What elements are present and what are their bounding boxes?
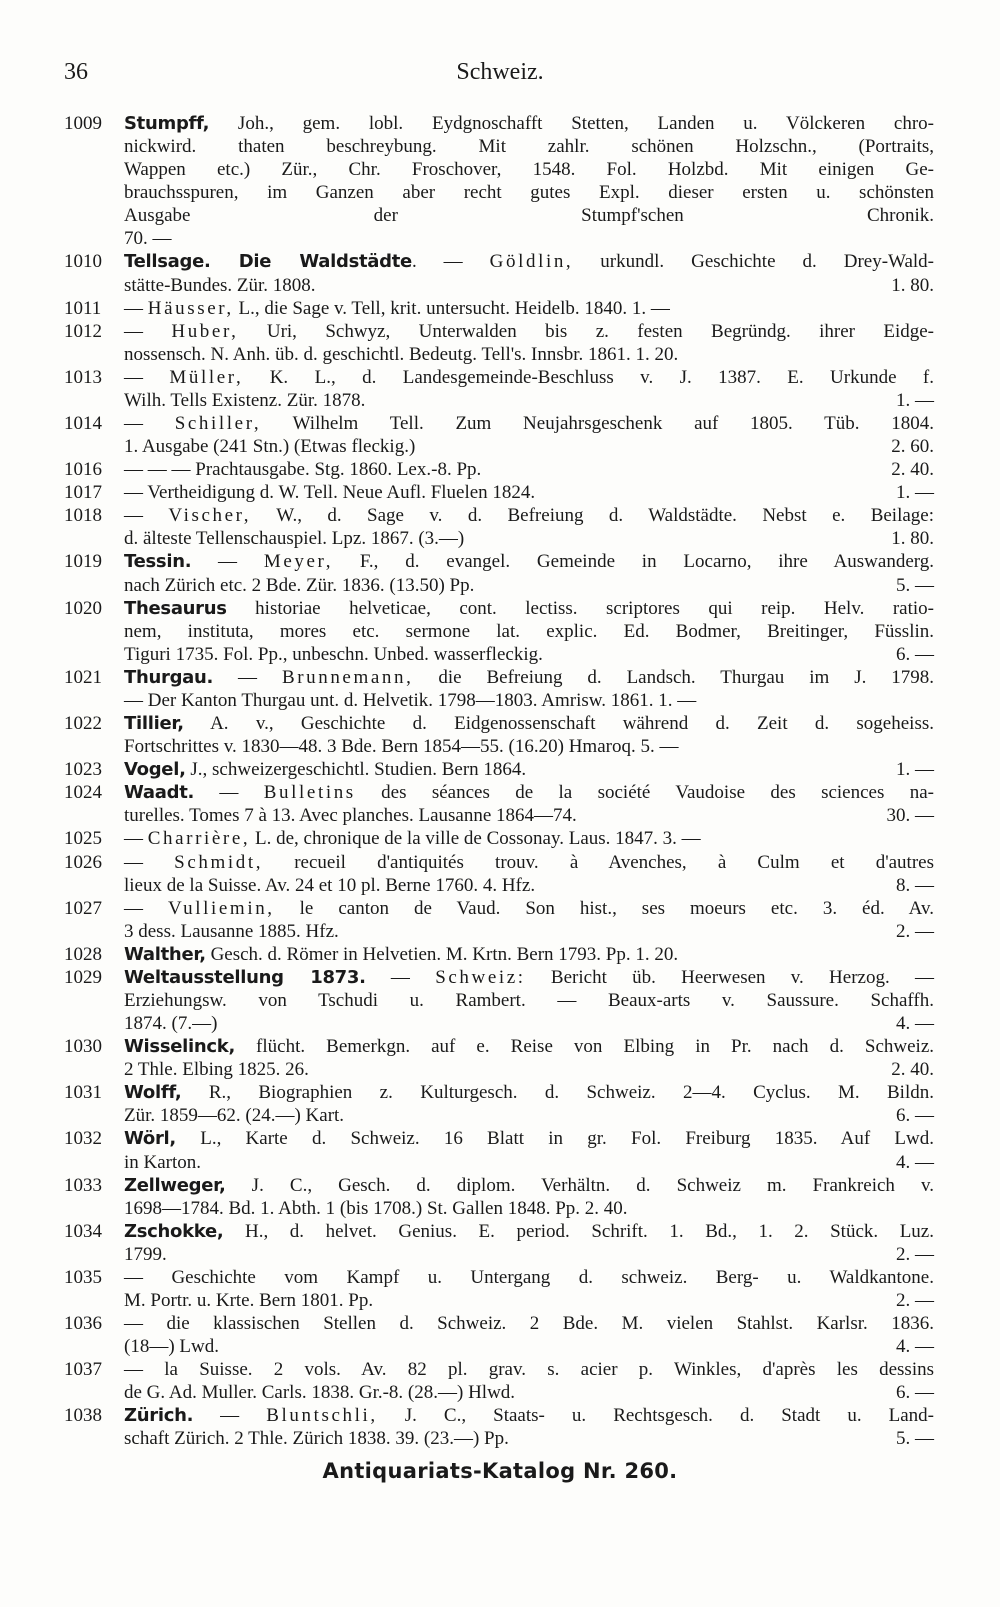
entry-price: 4. — [896, 1336, 934, 1358]
entry-text-run: des séances de la société Vaudoise des sciences na- [355, 782, 934, 804]
entry-text [124, 481, 535, 504]
entry-line [124, 1381, 934, 1404]
entry-text-run: — [365, 966, 436, 988]
entry-text-run: in Karton. [124, 1151, 202, 1173]
entry-keyword: Zürich. [124, 1405, 194, 1427]
entry-text-run: nickwird. thaten beschreybung. Mit zahlr. schönen Holzschn., (Portraits, [124, 136, 934, 158]
catalog-entry [64, 1174, 934, 1220]
entry-line [124, 274, 934, 297]
entry-text-run: L. de, chronique de la ville de Cossonay. Laus. 1847. 3. — [250, 828, 701, 850]
entry-line [124, 1335, 934, 1358]
catalog-entry [64, 1266, 934, 1312]
entry-line [124, 366, 934, 389]
entry-line [124, 1312, 934, 1335]
entry-author: Bluntschli, [266, 1405, 378, 1427]
entry-line [124, 781, 934, 804]
entry-price: 2. — [896, 1243, 934, 1265]
page-number: 36 [64, 59, 88, 85]
entry-price: 1. 80. [891, 528, 934, 550]
entry-keyword: Wisselinck, [124, 1036, 235, 1058]
entry-line [124, 527, 934, 550]
entry-text [124, 1381, 515, 1404]
entry-text-run: Tiguri 1735. Fol. Pp., unbeschn. Unbed. wasserfleckig. [124, 643, 543, 665]
entry-price: 6. — [896, 1105, 934, 1127]
catalog-entry [64, 897, 934, 943]
entry-text [124, 274, 316, 297]
entry-price: 2. 60. [891, 436, 934, 458]
entry-text [124, 643, 543, 666]
entry-text-run: M. Portr. u. Krte. Bern 1801. Pp. [124, 1289, 374, 1311]
entry-text-run: Wappen etc.) Zür., Chr. Froschover, 1548. Fol. Holzbd. Mit einigen Ge- [124, 159, 934, 181]
entry-text-run: nossensch. N. Anh. üb. d. geschichtl. Bedeutg. Tell's. Innsbr. 1861. 1. 20. [124, 343, 679, 365]
entry-line [124, 458, 934, 481]
entry-line [124, 550, 934, 573]
entry-text-run: H., d. helvet. Genius. E. period. Schrift. 1. Bd., 1. 2. Stück. Luz. [223, 1220, 934, 1242]
entry-price: 8. — [896, 874, 934, 896]
entry-number: 1011 [64, 297, 102, 319]
entry-text-run: schaft Zürich. 2 Thle. Zürich 1838. 39. (23.—) Pp. [124, 1428, 509, 1450]
entry-text-run: Fortschrittes v. 1830—48. 3 Bde. Bern 1854—55. (16.20) Hmaroq. 5. — [124, 736, 679, 758]
catalog-entry [64, 666, 934, 712]
entry-text [124, 874, 535, 897]
catalog-entry [64, 320, 934, 366]
entry-keyword: Thesaurus [124, 597, 227, 619]
entry-line [124, 989, 934, 1012]
entry-text [124, 389, 365, 412]
entry-number: 1016 [64, 459, 102, 481]
entry-text-run: — Vertheidigung d. W. Tell. Neue Aufl. Fluelen 1824. [124, 482, 536, 504]
entry-keyword: Wörl, [124, 1128, 176, 1150]
entry-number: 1026 [64, 851, 102, 873]
entry-text-run: Joh., gem. lobl. Eydgnoschafft Stetten, Landen u. Völckeren chro- [209, 113, 934, 134]
entry-text-run: — [124, 413, 175, 435]
entry-text-run: Bericht üb. Heerwesen v. Herzog. — [525, 966, 934, 988]
entry-text-run: — — — Prachtausgabe. Stg. 1860. Lex.-8. Pp. [124, 459, 482, 481]
catalog-entry [64, 1404, 934, 1450]
entry-text-run: K. L., d. Landesgemeinde-Beschluss v. J. 1387. E. Urkunde f. [243, 366, 935, 388]
entry-text-run: d. älteste Tellenschauspiel. Lpz. 1867. (3.—) [124, 528, 465, 550]
entry-line [124, 435, 934, 458]
entry-text-run: F., d. evangel. Gemeinde in Locarno, ihre Auswanderg. [333, 551, 934, 573]
entry-number: 1028 [64, 943, 102, 965]
entry-text [124, 1151, 201, 1174]
entry-author: Müller, [169, 366, 244, 388]
entry-keyword: Tillier, [124, 713, 184, 735]
entry-text [124, 1104, 344, 1127]
entry-author: Schweiz: [435, 966, 526, 988]
entry-line [124, 1012, 934, 1035]
entry-text-run: le canton de Vaud. Son hist., ses moeurs etc. 3. éd. Av. [274, 897, 934, 919]
entry-number: 1027 [64, 897, 102, 919]
entry-price: 4. — [896, 1013, 934, 1035]
entry-line [124, 250, 934, 273]
page-header [64, 52, 936, 92]
entry-author: Huber, [171, 320, 239, 342]
entry-text-run: — [124, 297, 148, 319]
entry-keyword: Vogel, [124, 759, 186, 781]
entry-price: 1. — [896, 389, 934, 411]
entry-text-run: — die klassischen Stellen d. Schweiz. 2 Bde. M. vielen Stahlst. Karlsr. 1836. [124, 1313, 934, 1335]
entry-author: Vischer, [168, 505, 252, 527]
catalog-entry [64, 1081, 934, 1127]
entry-number: 1022 [64, 713, 102, 735]
entry-price: 1. — [896, 759, 934, 781]
entry-line [124, 804, 934, 827]
entry-text-run: J. C., Staats- u. Rechtsgesch. d. Stadt u. Land- [377, 1405, 934, 1427]
entry-text [124, 435, 415, 458]
entry-line [124, 227, 934, 250]
entry-text-run: Wilhelm Tell. Zum Neujahrsgeschenk auf 1805. Tüb. 1804. [261, 413, 935, 435]
entry-text-run: 1698—1784. Bd. 1. Abth. 1 (bis 1708.) St. Gallen 1848. Pp. 2. 40. [124, 1197, 628, 1219]
entry-text-run: — Geschichte vom Kampf u. Untergang d. schweiz. Berg- u. Waldkantone. [124, 1266, 934, 1288]
catalog-footer: Antiquariats-Katalog Nr. 260. [322, 1459, 678, 1483]
entry-line [124, 135, 934, 158]
entry-price: 2. 40. [891, 459, 934, 481]
entry-line [124, 320, 934, 343]
entry-line [124, 297, 934, 320]
entry-number: 1035 [64, 1266, 102, 1288]
catalog-entry [64, 1358, 934, 1404]
entry-line [124, 1289, 934, 1312]
entry-line [124, 343, 934, 366]
entry-author: Häusser, [147, 297, 234, 319]
entry-text-run: urkundl. Geschichte d. Drey-Wald- [573, 251, 934, 273]
entry-keyword: Waadt. [124, 782, 195, 804]
entry-text-run: A. v., Geschichte d. Eidgenossenschaft während d. Zeit d. sogeheiss. [183, 713, 934, 735]
entry-text-run: 1799. [124, 1243, 167, 1265]
entry-text-run: (18—) Lwd. [124, 1336, 219, 1358]
entry-line [124, 1358, 934, 1381]
entry-number: 1009 [64, 113, 102, 134]
entry-text [124, 758, 526, 781]
entry-text [124, 1058, 309, 1081]
entry-text-run: — [194, 782, 264, 804]
catalog-entries [64, 112, 934, 1451]
entry-line [124, 112, 934, 135]
entry-line [124, 1243, 934, 1266]
entry-text-run: die Befreiung d. Landsch. Thurgau im J. 1798. [413, 666, 935, 688]
entry-text-run: J. C., Gesch. d. diplom. Verhältn. d. Schweiz m. Frankreich v. [225, 1174, 934, 1196]
entry-number: 1012 [64, 320, 102, 342]
entry-price: 2. — [896, 1289, 934, 1311]
entry-price: 2. — [896, 920, 934, 942]
entry-text-run: lieux de la Suisse. Av. 24 et 10 pl. Berne 1760. 4. Hfz. [124, 874, 536, 896]
entry-line [124, 1104, 934, 1127]
catalog-entry [64, 1312, 934, 1358]
entry-line [124, 204, 934, 227]
entry-keyword: Walther, [124, 943, 206, 965]
entry-text [124, 458, 481, 481]
entry-text-run: . — [411, 251, 490, 273]
entry-text-run: — [124, 828, 148, 850]
entry-author: Vulliemin, [167, 897, 275, 919]
entry-number: 1020 [64, 597, 102, 619]
entry-author: Bulletins [263, 782, 356, 804]
entry-number: 1013 [64, 366, 102, 388]
catalog-entry [64, 366, 934, 412]
entry-line [124, 1404, 934, 1427]
catalog-entry [64, 943, 934, 966]
entry-number: 1010 [64, 251, 102, 273]
entry-text-run: Gesch. d. Römer in Helvetien. M. Krtn. Bern 1793. Pp. 1. 20. [205, 943, 679, 965]
entry-line [124, 851, 934, 874]
entry-number: 1018 [64, 505, 102, 527]
entry-text-run: Wilh. Tells Existenz. Zür. 1878. [124, 389, 366, 411]
entry-text-run: recueil d'antiquités trouv. à Avenches, à Culm et d'autres [263, 851, 934, 873]
entry-number: 1034 [64, 1220, 102, 1242]
entry-number: 1037 [64, 1359, 102, 1381]
entry-text-run: — [124, 366, 170, 388]
entry-text-run: nach Zürich etc. 2 Bde. Zür. 1836. (13.50) Pp. [124, 574, 475, 596]
entry-price: 6. — [896, 1382, 934, 1404]
entry-line [124, 1058, 934, 1081]
entry-author: Meyer, [263, 551, 334, 573]
entry-line [124, 412, 934, 435]
entry-number: 1033 [64, 1174, 102, 1196]
entry-text-run: turelles. Tomes 7 à 13. Avec planches. Lausanne 1864—74. [124, 805, 577, 827]
entry-line [124, 735, 934, 758]
catalog-entry [64, 297, 934, 320]
entry-number: 1021 [64, 666, 102, 688]
catalog-entry [64, 1035, 934, 1081]
entry-text-run: flücht. Bemerkgn. auf e. Reise von Elbing in Pr. nach d. Schweiz. [235, 1036, 934, 1058]
entry-price: 30. — [886, 805, 934, 827]
catalog-entry [64, 851, 934, 897]
entry-number: 1025 [64, 828, 102, 850]
entry-line [124, 1174, 934, 1197]
entry-line [124, 758, 934, 781]
entry-author: Brunnemann, [281, 666, 414, 688]
entry-keyword: Tessin. [124, 551, 192, 573]
entry-number: 1019 [64, 551, 102, 573]
catalog-entry [64, 827, 934, 850]
catalog-entry [64, 712, 934, 758]
entry-text-run: 1874. (7.—) [124, 1013, 218, 1035]
entry-text-run: 70. — [124, 228, 172, 250]
catalog-entry [64, 481, 934, 504]
entry-author: Charrière, [147, 828, 251, 850]
entry-price: 1. 80. [891, 274, 934, 296]
catalog-entry [64, 112, 934, 250]
catalog-entry [64, 412, 934, 458]
entry-line [124, 1127, 934, 1150]
entry-line [124, 897, 934, 920]
entry-text [124, 804, 577, 827]
entry-line [124, 943, 934, 966]
entry-text-run: Zür. 1859—62. (24.—) Kart. [124, 1105, 345, 1127]
catalog-entry [64, 458, 934, 481]
entry-text [124, 527, 464, 550]
entry-number: 1029 [64, 966, 102, 988]
entry-text-run: — [124, 320, 172, 342]
entry-keyword: Tellsage. Die Waldstädte [124, 251, 412, 273]
entry-line [124, 481, 934, 504]
entry-author: Göldlin, [489, 251, 574, 273]
entry-text-run: de G. Ad. Muller. Carls. 1838. Gr.-8. (28.—) Hlwd. [124, 1382, 516, 1404]
entry-text [124, 1335, 219, 1358]
entry-line [124, 1197, 934, 1220]
entry-text-run: R., Biographien z. Kulturgesch. d. Schweiz. 2—4. Cyclus. M. Bildn. [181, 1082, 934, 1104]
entry-text-run: nem, instituta, mores etc. sermone lat. explic. Ed. Bodmer, Breitinger, Füsslin. [124, 620, 934, 642]
entry-price: 4. — [896, 1151, 934, 1173]
entry-keyword: Zellweger, [124, 1174, 226, 1196]
entry-price: 2. 40. [891, 1059, 934, 1081]
entry-keyword: Wolff, [124, 1082, 182, 1104]
entry-keyword: Thurgau. [124, 666, 214, 688]
entry-text-run: — Der Kanton Thurgau unt. d. Helvetik. 1798—1803. Amrisw. 1861. 1. — [124, 689, 697, 711]
entry-line [124, 712, 934, 735]
entry-price: 1. — [896, 482, 934, 504]
page-title: Schweiz. [456, 59, 544, 85]
entry-line [124, 689, 934, 712]
entry-text-run: — la Suisse. 2 vols. Av. 82 pl. grav. s. acier p. Winkles, d'après les dessins [124, 1359, 934, 1381]
entry-line [124, 158, 934, 181]
entry-line [124, 574, 934, 597]
entry-line [124, 504, 934, 527]
entry-text-run: Uri, Schwyz, Unterwalden bis z. festen Begründg. ihrer Eidge- [238, 320, 934, 342]
entry-line [124, 1035, 934, 1058]
entry-price: 5. — [896, 1428, 934, 1450]
entry-text-run: — [124, 897, 168, 919]
entry-line [124, 920, 934, 943]
entry-text-run: — [124, 851, 175, 873]
entry-price: 6. — [896, 643, 934, 665]
catalog-entry [64, 550, 934, 596]
entry-number: 1032 [64, 1128, 102, 1150]
catalog-entry [64, 504, 934, 550]
entry-number: 1031 [64, 1082, 102, 1104]
entry-text-run: stätte-Bundes. Zür. 1808. [124, 274, 316, 296]
entry-number: 1024 [64, 782, 102, 804]
entry-line [124, 966, 934, 989]
entry-text-run: — [213, 666, 282, 688]
entry-line [124, 597, 934, 620]
entry-line [124, 620, 934, 643]
entry-text-run: W., d. Sage v. d. Befreiung d. Waldstädte. Nebst e. Beilage: [251, 505, 934, 527]
catalog-entry [64, 250, 934, 296]
entry-text-run: — [193, 1405, 267, 1427]
entry-line [124, 874, 934, 897]
entry-line [124, 666, 934, 689]
entry-number: 1038 [64, 1405, 102, 1427]
entry-line [124, 1266, 934, 1289]
catalog-entry [64, 1220, 934, 1266]
entry-number: 1036 [64, 1313, 102, 1335]
entry-text [124, 1243, 167, 1266]
entry-text [124, 1427, 509, 1450]
entry-text-run: Erziehungsw. von Tschudi u. Rambert. — Beaux-arts v. Saussure. Schaffh. [124, 989, 934, 1011]
entry-text-run: historiae helveticae, cont. lectiss. scriptores qui reip. Helv. ratio- [226, 597, 934, 619]
entry-text-run: 3 dess. Lausanne 1885. Hfz. [124, 920, 339, 942]
entry-keyword: Stumpff, [124, 113, 210, 134]
entry-keyword: Zschokke, [124, 1220, 224, 1242]
entry-line [124, 1151, 934, 1174]
entry-text [124, 1289, 373, 1312]
entry-line [124, 1427, 934, 1450]
catalog-entry [64, 597, 934, 666]
entry-text-run: — [191, 551, 264, 573]
entry-text [124, 920, 339, 943]
entry-text-run: L., Karte d. Schweiz. 16 Blatt in gr. Fol. Freiburg 1835. Auf Lwd. [175, 1128, 934, 1150]
entry-keyword: Weltausstellung 1873. [124, 966, 366, 988]
entry-line [124, 389, 934, 412]
entry-line [124, 643, 934, 666]
entry-text-run: brauchsspuren, im Ganzen aber recht gutes Expl. dieser ersten u. schönsten [124, 182, 934, 204]
entry-text-run: 1. Ausgabe (241 Stn.) (Etwas fleckig.) [124, 436, 416, 458]
entry-line [124, 1220, 934, 1243]
catalog-entry [64, 758, 934, 781]
entry-text-run: L., die Sage v. Tell, krit. untersucht. Heidelb. 1840. 1. — [233, 297, 670, 319]
entry-line [124, 181, 934, 204]
entry-number: 1030 [64, 1036, 102, 1058]
catalog-entry [64, 781, 934, 827]
entry-text-run: Ausgabe der Stumpf'schen Chronik. [124, 205, 934, 227]
entry-author: Schmidt, [174, 851, 264, 873]
entry-text-run: J., schweizergeschichtl. Studien. Bern 1864. [185, 759, 527, 781]
entry-text-run: — [124, 505, 169, 527]
entry-number: 1017 [64, 482, 102, 504]
entry-text [124, 1012, 217, 1035]
entry-line [124, 1081, 934, 1104]
entry-number: 1023 [64, 759, 102, 781]
entry-line [124, 827, 934, 850]
catalog-entry [64, 1127, 934, 1173]
entry-text [124, 574, 474, 597]
entry-number: 1014 [64, 413, 102, 435]
entry-price: 5. — [896, 574, 934, 596]
entry-text-run: 2 Thle. Elbing 1825. 26. [124, 1059, 309, 1081]
catalog-entry [64, 966, 934, 1035]
entry-author: Schiller, [174, 413, 262, 435]
